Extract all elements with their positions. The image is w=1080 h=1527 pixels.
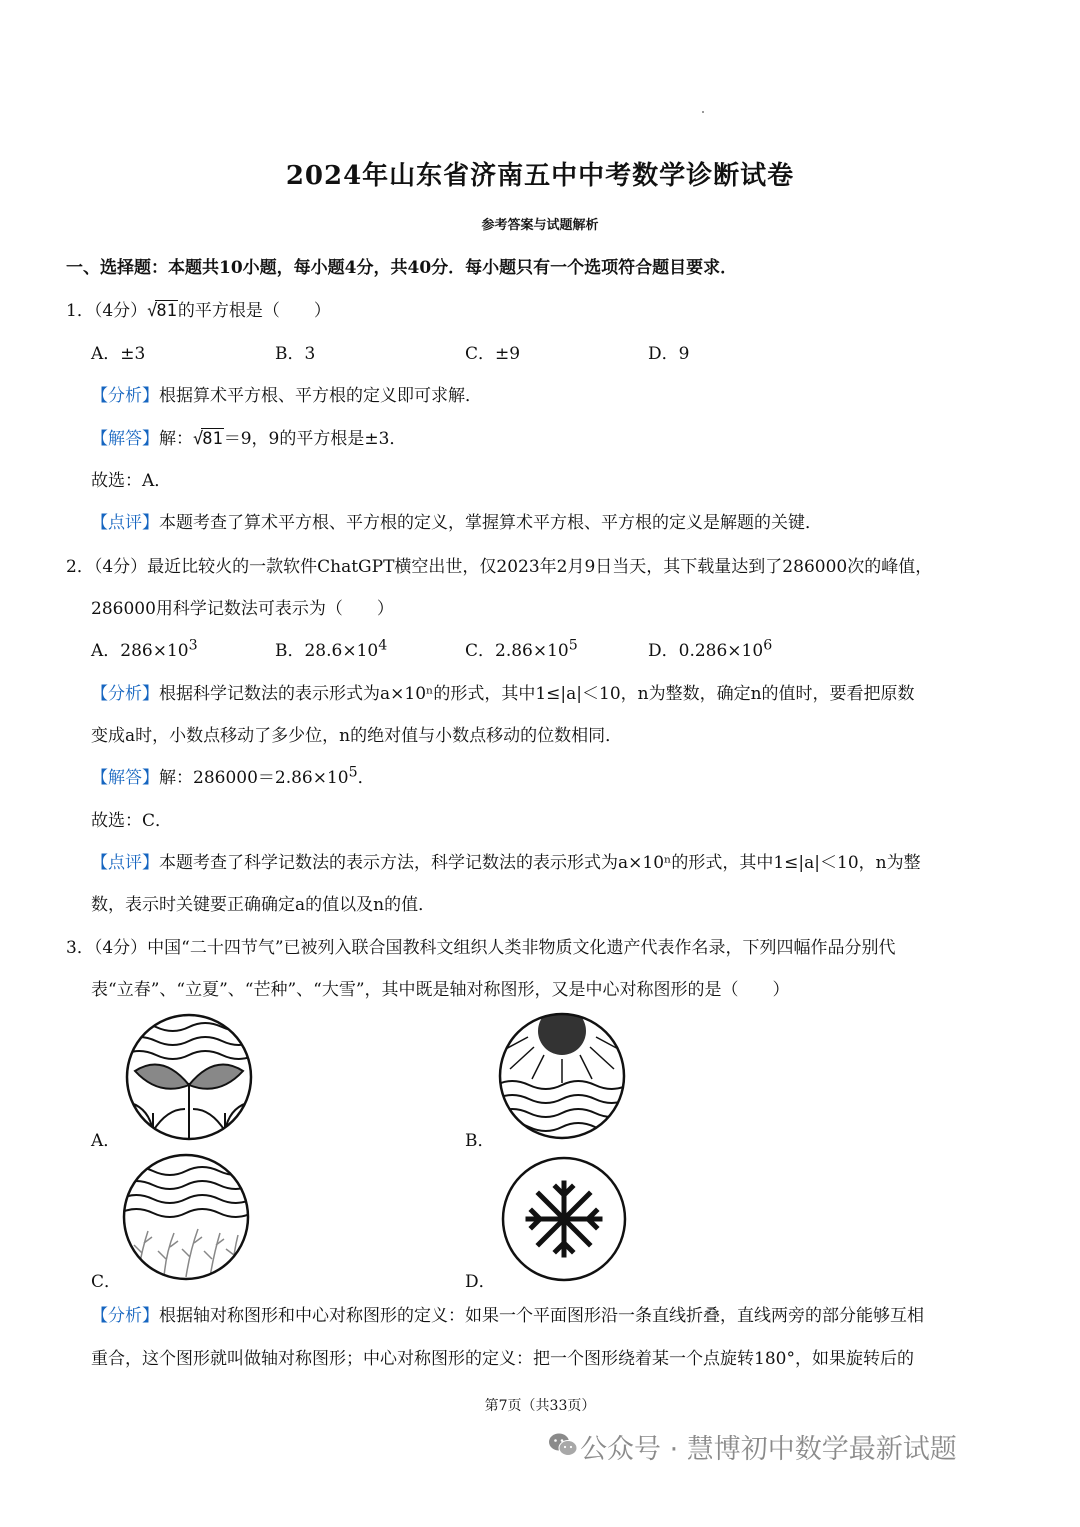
q1-analysis [91,381,482,406]
q1-choice: 故选：A． [91,471,172,491]
q1-stem-prefix: 1．（4分） [66,301,148,321]
q3-option-d-label: D． [465,1272,496,1292]
q3-option-c-label: C． [91,1272,122,1292]
q1-stem [66,296,331,321]
page-title: 2024年山东省济南五中中考数学诊断试卷 [285,161,795,191]
q2-option-b [275,636,387,661]
section-heading: 一、选择题：本题共10小题，每小题4分，共40分．每小题只有一个选项符合题目要求． [66,258,738,278]
q3-option-a-label: A． [91,1131,121,1151]
q2-solution [91,763,375,788]
q1-solution-prefix: 解： [159,429,193,449]
sprout-drawing [123,1013,255,1141]
grain-drawing [120,1153,252,1281]
exponent: 5 [348,764,358,781]
q2-option-c [465,636,578,661]
q2-stem-line1: 2．（4分）最近比较火的一款软件ChatGPT横空出世，仅2023年2月9日当天，其下载量达到了286000次的峰值， [66,557,933,577]
q1-comment [91,508,822,533]
radicand: 81 [202,429,223,449]
sun-drawing [496,1011,628,1141]
page-subtitle: 参考答案与试题解析 [481,218,599,233]
q2-stem-line2: 286000用科学记数法可表示为（ ） [91,599,394,619]
sqrt-81-solution: √81 [193,429,223,449]
q2-analysis-line2: 变成a时，小数点移动了多少位，n的绝对值与小数点移动的位数相同． [91,726,623,746]
exponent: 3 [188,637,198,654]
solution-tag: 【解答】 [91,768,159,788]
q1-option-d: D．9 [648,344,690,364]
comment-tag: 【点评】 [91,853,159,873]
q2-option-d [648,636,772,661]
snowflake-drawing [499,1155,629,1283]
q1-comment-text: 本题考查了算术平方根、平方根的定义，掌握算术平方根、平方根的定义是解题的关键． [159,513,822,533]
q2-choice: 故选：C． [91,811,173,831]
speck [702,111,704,113]
radicand: 81 [156,301,177,321]
q2-option-a-label: A．286×10 [91,641,189,661]
q1-stem-suffix: 的平方根是（ ） [177,301,331,321]
q2-solution-end: ． [357,768,375,788]
q2-analysis-line1 [91,679,915,704]
exponent: 5 [568,637,578,654]
q3-analysis-text: 根据轴对称图形和中心对称图形的定义：如果一个平面图形沿一条直线折叠，直线两旁的部分能够互相 [159,1306,924,1326]
exponent: 4 [378,637,388,654]
watermark: 公众号 · 慧博初中数学最新试题 [580,1434,957,1465]
q1-option-b: B．3 [275,344,316,364]
page-footer: 第7页（共33页） [484,1398,596,1414]
q3-option-b-label: B． [465,1131,495,1151]
q2-option-b-label: B．28.6×10 [275,641,379,661]
q3-stem-line1: 3．（4分）中国“二十四节气”已被列入联合国教科文组织人类非物质文化遗产代表作名录，下列四幅作品分别代 [66,938,896,958]
exponent: 6 [763,637,773,654]
analysis-tag: 【分析】 [91,684,159,704]
q2-comment-line2: 数，表示时关键要正确确定a的值以及n的值． [91,895,436,915]
q2-option-c-label: C．2.86×10 [465,641,569,661]
q2-option-a [91,636,198,661]
q1-solution [91,424,406,449]
analysis-tag: 【分析】 [91,1306,159,1326]
q1-option-c: C．±9 [465,344,521,364]
comment-tag: 【点评】 [91,513,159,533]
q2-solution-text: 解：286000＝2.86×10 [159,768,349,788]
q2-comment-line1 [91,848,921,873]
q1-analysis-text: 根据算术平方根、平方根的定义即可求解． [159,386,482,406]
q2-option-d-label: D．0.286×10 [648,641,764,661]
solution-tag: 【解答】 [91,429,159,449]
q2-analysis-text: 根据科学记数法的表示形式为a×10ⁿ的形式，其中1≤|a|＜10，n为整数，确定n的值时，要看把原数 [159,684,915,704]
q3-analysis-line1 [91,1301,924,1326]
wechat-icon [548,1432,578,1458]
q1-solution-suffix: ＝9，9的平方根是±3． [223,429,407,449]
q3-analysis-line2: 重合，这个图形就叫做轴对称图形；中心对称图形的定义：把一个图形绕着某一个点旋转180°，如果旋转后的 [91,1349,914,1369]
q2-comment-text: 本题考查了科学记数法的表示方法，科学记数法的表示形式为a×10ⁿ的形式，其中1≤|a|＜10，n为整 [159,853,921,873]
q1-option-a: A．±3 [91,344,146,364]
analysis-tag: 【分析】 [91,386,159,406]
sqrt-81: √81 [147,301,177,321]
q3-stem-line2: 表“立春”、“立夏”、“芒种”、“大雪”，其中既是轴对称图形，又是中心对称图形的是（ ） [91,980,790,1000]
